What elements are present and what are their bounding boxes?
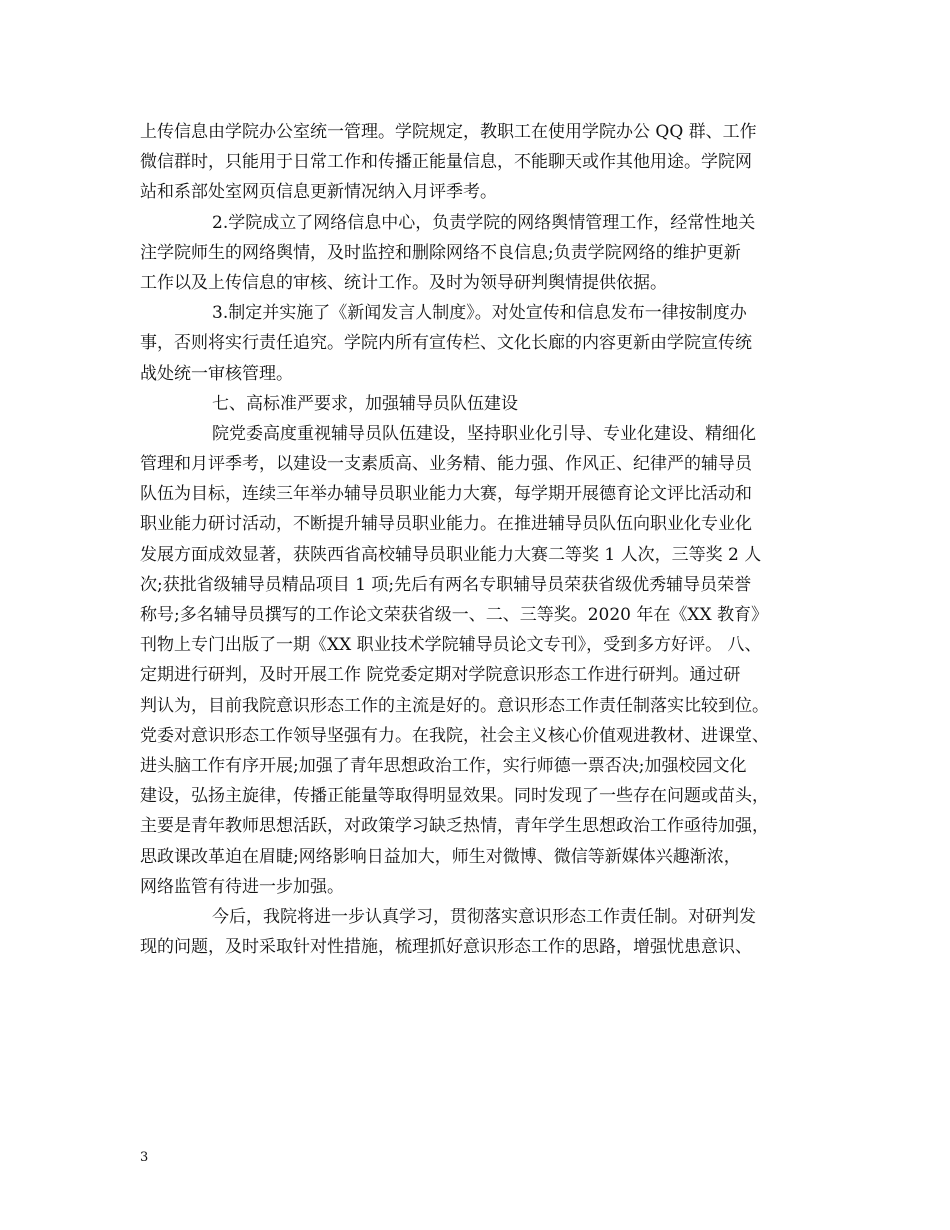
text-line: 主要是青年教师思想活跃，对政策学习缺乏热情，青年学生思想政治工作亟待加强，	[140, 816, 769, 837]
text-line: 进头脑工作有序开展;加强了青年思想政治工作，实行师德一票否决;加强校园文化	[140, 755, 747, 776]
text-line: 定期进行研判，及时开展工作 院党委定期对学院意识形态工作进行研判。通过研	[140, 665, 741, 686]
page-number: 3	[140, 1150, 149, 1165]
text-line: 今后，我院将进一步认真学习，贯彻落实意识形态工作责任制。对研判发	[212, 906, 756, 927]
text-line: 建设，弘扬主旋律，传播正能量等取得明显效果。同时发现了一些存在问题或苗头，	[140, 786, 769, 807]
text-line: 七、高标准严要求，加强辅导员队伍建设	[212, 393, 518, 414]
text-line: 事，否则将实行责任追究。学院内所有宣传栏、文化长廊的内容更新由学院宣传统	[140, 333, 752, 354]
text-line: 现的问题，及时采取针对性措施，梳理抓好意识形态工作的思路，增强忧患意识、	[140, 937, 752, 958]
text-line: 院党委高度重视辅导员队伍建设，坚持职业化引导、专业化建设、精细化	[212, 423, 756, 444]
text-line: 战处统一审核管理。	[140, 363, 293, 384]
text-line: 上传信息由学院办公室统一管理。学院规定，教职工在使用学院办公 QQ 群、工作	[140, 122, 757, 142]
text-line: 思政课改革迫在眉睫;网络影响日益加大，师生对微博、微信等新媒体兴趣渐浓，	[140, 846, 741, 867]
text-line: 刊物上专门出版了一期《XX 职业技术学院辅导员论文专刊》，受到多方好评。 八、	[140, 635, 762, 656]
text-line: 网络监管有待进一步加强。	[140, 876, 344, 897]
text-line: 3.制定并实施了《新闻发言人制度》。对处宣传和信息发布一律按制度办	[212, 303, 747, 324]
text-line: 次;获批省级辅导员精品项目 1 项;先后有两名专职辅导员荣获省级优秀辅导员荣誉	[140, 574, 752, 595]
text-line: 注学院师生的网络舆情，及时监控和删除网络不良信息;负责学院网络的维护更新	[140, 242, 741, 263]
text-line: 职业能力研讨活动，不断提升辅导员职业能力。在推进辅导员队伍向职业化专业化	[140, 514, 752, 535]
text-line: 队伍为目标，连续三年举办辅导员职业能力大赛，每学期开展德育论文评比活动和	[140, 484, 752, 505]
text-line: 站和系部处室网页信息更新情况纳入月评季考。	[140, 182, 497, 203]
text-line: 党委对意识形态工作领导坚强有力。在我院，社会主义核心价值观进教材、进课堂、	[140, 725, 769, 746]
document-body	[140, 117, 820, 962]
text-line: 称号;多名辅导员撰写的工作论文荣获省级一、二、三等奖。2020 年在《XX 教育》	[140, 605, 769, 625]
text-line: 微信群时，只能用于日常工作和传播正能量信息，不能聊天或作其他用途。学院网	[140, 152, 752, 173]
text-line: 2.学院成立了网络信息中心，负责学院的网络舆情管理工作，经常性地关	[212, 212, 756, 233]
text-line: 管理和月评季考，以建设一支素质高、业务精、能力强、作风正、纪律严的辅导员	[140, 454, 752, 475]
text-line: 发展方面成效显著，获陕西省高校辅导员职业能力大赛二等奖 1 人次，三等奖 2 人	[140, 544, 762, 565]
text-line: 判认为，目前我院意识形态工作的主流是好的。意识形态工作责任制落实比较到位。	[140, 695, 769, 716]
text-line: 工作以及上传信息的审核、统计工作。及时为领导研判舆情提供依据。	[140, 272, 667, 293]
